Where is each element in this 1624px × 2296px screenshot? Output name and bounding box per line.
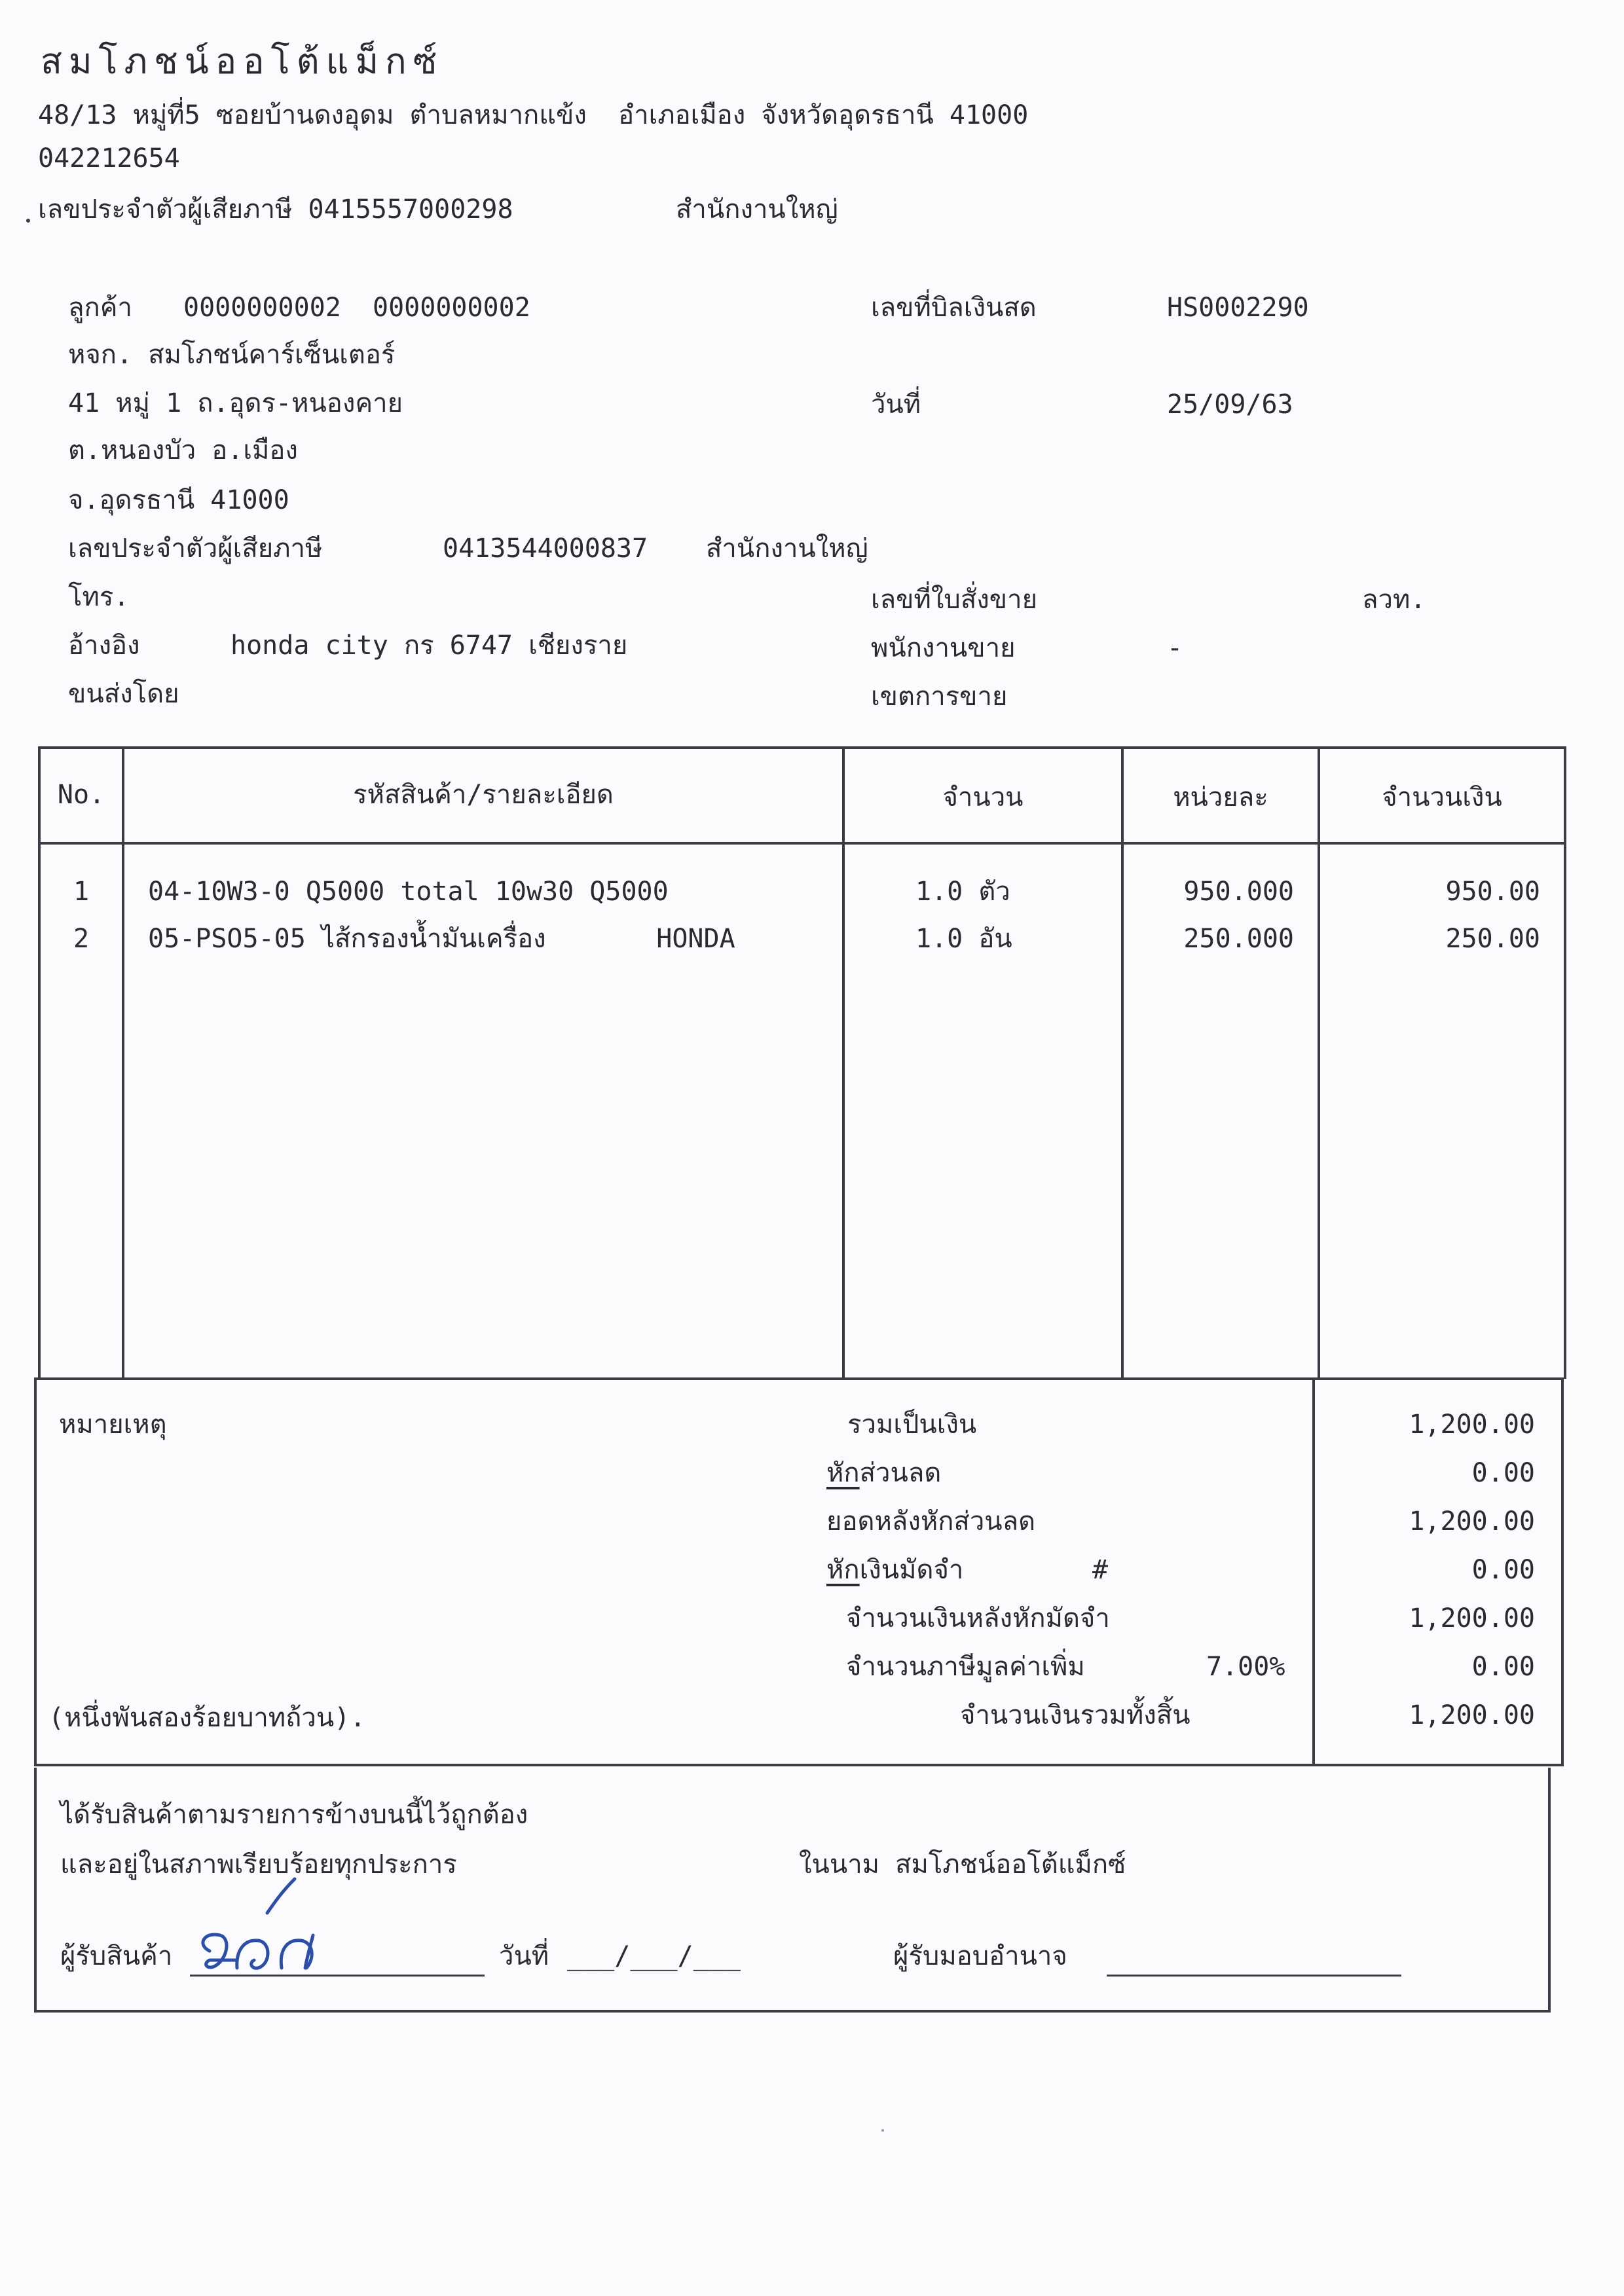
terms-value: ลวท. — [1362, 585, 1426, 615]
customer-codes: 0000000002 0000000002 — [183, 293, 530, 323]
company-name: สมโภชน์ออโต้แม็กซ์ — [41, 41, 444, 82]
deposit-label-text: เงินมัดจำ — [859, 1555, 964, 1585]
bill-number-label: เลขที่บิลเงินสด — [871, 293, 1037, 323]
reference-label: อ้างอิง — [68, 630, 140, 661]
after-deposit-value: 1,200.00 — [1409, 1603, 1535, 1633]
customer-address-3: จ.อุดรธานี 41000 — [68, 485, 289, 515]
subtotal-label: รวมเป็นเงิน — [847, 1410, 977, 1440]
receive-date-blank: ___/___/___ — [567, 1941, 741, 1971]
summary-left-border — [34, 1377, 37, 1765]
row-number: 2 — [73, 924, 90, 954]
header-amount: จำนวนเงิน — [1382, 782, 1502, 812]
company-phone: 042212654 — [38, 143, 180, 173]
bill-date-label: วันที่ — [871, 390, 921, 420]
sales-area-label: เขตการขาย — [871, 682, 1008, 712]
customer-branch: สำนักงานใหญ่ — [706, 534, 868, 564]
footer-bottom-border — [34, 2010, 1551, 2013]
col-divider-4 — [1318, 746, 1320, 1379]
receiver-label: ผู้รับสินค้า — [60, 1941, 173, 1971]
grand-total-label: จำนวนเงินรวมทั้งสิ้น — [960, 1700, 1190, 1730]
salesperson-label: พนักงานขาย — [871, 633, 1016, 663]
shipping-label: ขนส่งโดย — [68, 679, 179, 709]
deposit-value: 0.00 — [1471, 1555, 1535, 1585]
row-description: 05-PSO5-05 ไส้กรองน้ำมันเครื่อง HONDA — [148, 924, 735, 954]
discount-value: 0.00 — [1471, 1458, 1535, 1488]
vat-label: จำนวนภาษีมูลค่าเพิ่ม — [846, 1652, 1085, 1682]
authorized-signature-line — [1107, 1975, 1401, 1977]
footer-left-border — [34, 1768, 37, 2013]
authorized-label: ผู้รับมอบอำนาจ — [893, 1941, 1067, 1971]
sales-order-label: เลขที่ใบสั่งขาย — [871, 585, 1038, 615]
amount-in-words: (หนึ่งพันสองร้อยบาทถ้วน). — [48, 1703, 366, 1733]
salesperson-value: - — [1167, 633, 1183, 663]
customer-tax-id: 0413544000837 — [443, 534, 648, 564]
reference-value: honda city กร 6747 เชียงราย — [231, 630, 628, 661]
handwritten-signature — [190, 1872, 360, 1984]
header-description: รหัสสินค้า/รายละเอียด — [353, 780, 614, 810]
row-unit-price: 250.000 — [1183, 924, 1294, 954]
row-quantity: 1.0 อัน — [915, 924, 1012, 954]
footer-right-border — [1548, 1768, 1551, 2013]
remark-label: หมายเหตุ — [59, 1410, 167, 1440]
on-behalf-of: ในนาม สมโภชน์ออโต้แม็กซ์ — [799, 1850, 1126, 1880]
row-number: 1 — [73, 877, 90, 907]
customer-address-2: ต.หนองบัว อ.เมือง — [68, 435, 298, 465]
row-unit-price: 950.000 — [1183, 877, 1294, 907]
customer-name: หจก. สมโภชน์คาร์เซ็นเตอร์ — [68, 340, 396, 370]
company-branch: สำนักงานใหญ่ — [676, 194, 838, 225]
row-amount: 950.00 — [1445, 877, 1540, 907]
summary-top-border — [35, 1377, 1564, 1380]
header-unit-price: หน่วยละ — [1173, 782, 1268, 812]
deposit-marker: # — [1092, 1555, 1109, 1585]
received-statement-2: และอยู่ในสภาพเรียบร้อยทุกประการ — [60, 1850, 457, 1880]
customer-phone-label: โทร. — [68, 582, 130, 612]
customer-address-1: 41 หมู่ 1 ถ.อุดร-หนองคาย — [68, 388, 403, 418]
table-left-border — [38, 746, 41, 1379]
receive-date-label: วันที่ — [499, 1941, 549, 1971]
summary-value-divider — [1312, 1377, 1315, 1765]
vat-value: 0.00 — [1471, 1652, 1535, 1682]
header-quantity: จำนวน — [942, 782, 1024, 812]
row-amount: 250.00 — [1445, 924, 1540, 954]
bill-number-value: HS0002290 — [1167, 293, 1309, 323]
customer-tax-label: เลขประจำตัวผู้เสียภาษี — [68, 534, 323, 564]
col-divider-3 — [1121, 746, 1124, 1379]
col-divider-1 — [122, 746, 124, 1379]
row-quantity: 1.0 ตัว — [915, 877, 1010, 907]
deduct-prefix: หัก — [826, 1458, 860, 1488]
table-right-border — [1564, 746, 1566, 1379]
table-header-divider — [39, 842, 1566, 845]
row-description: 04-10W3-0 Q5000 total 10w30 Q5000 — [148, 877, 669, 907]
header-no: No. — [57, 780, 105, 810]
subtotal-value: 1,200.00 — [1409, 1410, 1535, 1440]
col-divider-2 — [842, 746, 845, 1379]
after-discount-label: ยอดหลังหักส่วนลด — [826, 1506, 1036, 1537]
summary-right-border — [1561, 1377, 1564, 1765]
scan-speck — [881, 2129, 884, 2132]
discount-label-text: ส่วนลด — [859, 1458, 942, 1488]
discount-label — [826, 1457, 941, 1489]
after-deposit-label: จำนวนเงินหลังหักมัดจำ — [846, 1603, 1110, 1633]
hole-punch-mark — [26, 219, 30, 223]
deposit-label — [826, 1554, 963, 1586]
company-tax-id: เลขประจำตัวผู้เสียภาษี 0415557000298 — [38, 194, 513, 225]
table-top-border — [39, 746, 1566, 749]
after-discount-value: 1,200.00 — [1409, 1506, 1535, 1537]
grand-total-value: 1,200.00 — [1409, 1700, 1535, 1730]
summary-bottom-border — [34, 1764, 1564, 1766]
bill-date-value: 25/09/63 — [1167, 390, 1293, 420]
deduct-prefix: หัก — [826, 1555, 860, 1585]
customer-label: ลูกค้า — [68, 293, 132, 323]
received-statement-1: ได้รับสินค้าตามรายการข้างบนนี้ไว้ถูกต้อง — [60, 1800, 528, 1830]
company-address: 48/13 หมู่ที่5 ซอยบ้านดงอุดม ตำบลหมากแข้ง อำเภอเมือง จังหวัดอุดรธานี 41000 — [38, 100, 1029, 130]
vat-rate: 7.00% — [1206, 1652, 1285, 1682]
